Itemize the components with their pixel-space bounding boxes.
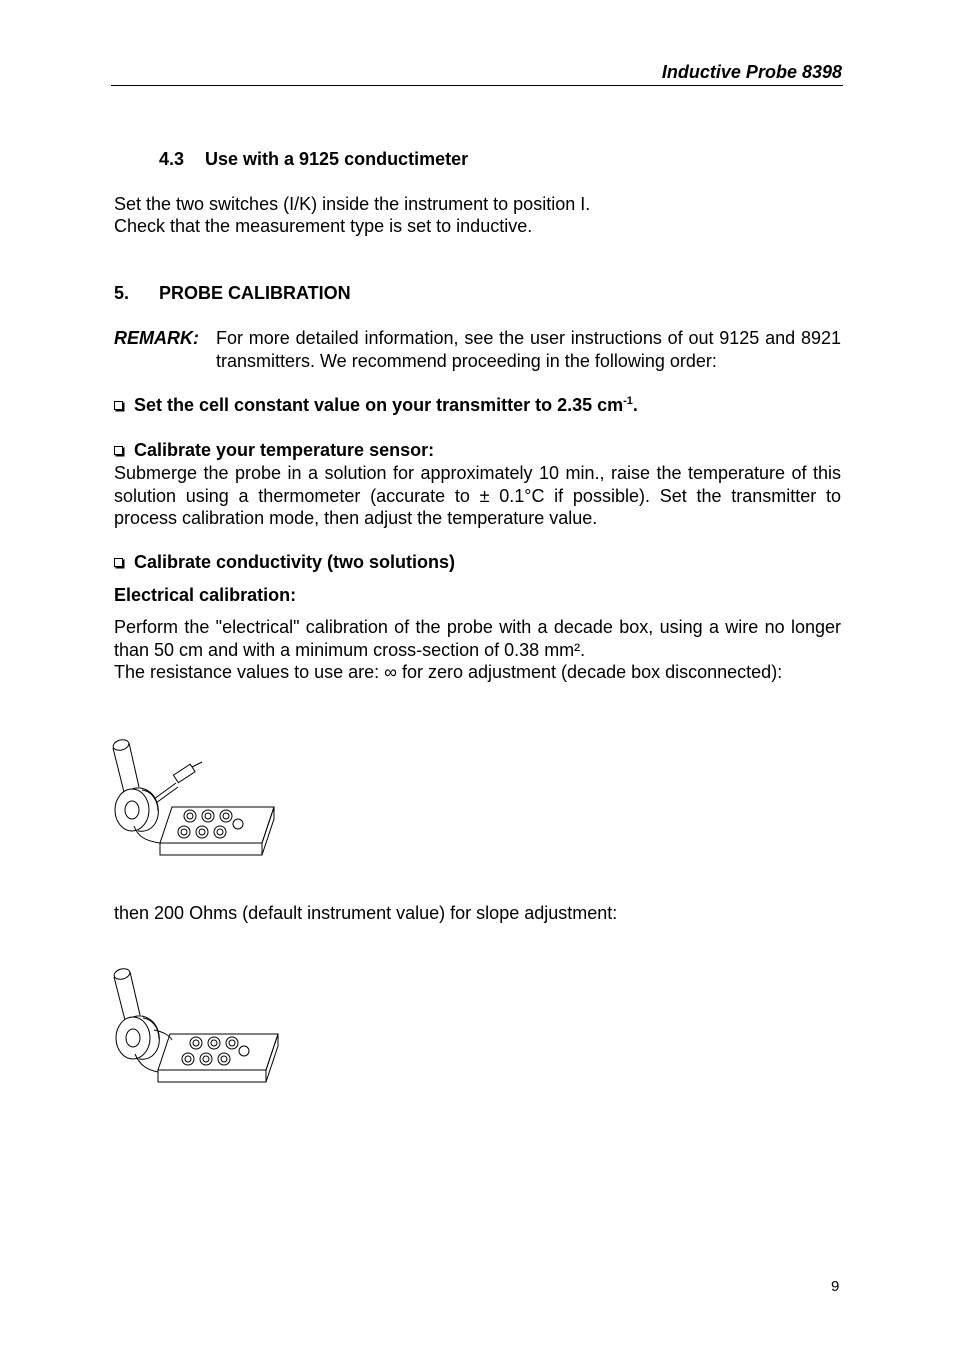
step-temperature bbox=[114, 439, 434, 462]
remark-text: For more detailed information, see the user instructions of out 9125 and 8921 transmitters. We recommend proceeding in the following order: bbox=[216, 328, 841, 371]
page-number: 9 bbox=[831, 1278, 840, 1295]
checkbox-bullet-icon bbox=[114, 446, 123, 455]
temperature-paragraph: Submerge the probe in a solution for approximately 10 min., raise the temperature of this solution using a thermometer (accurate to ± 0.1°C if possible). Set the transmitter to process calibration mode, then adjust the temperature value. bbox=[114, 463, 841, 528]
header-rule bbox=[111, 85, 843, 86]
period: . bbox=[632, 395, 638, 415]
checkbox-bullet-icon bbox=[114, 401, 123, 410]
step-temperature-title: Calibrate your temperature sensor: bbox=[134, 440, 435, 460]
slope-paragraph: then 200 Ohms (default instrument value) for slope adjustment: bbox=[114, 903, 618, 923]
electrical-paragraph: Perform the "electrical" calibration of the probe with a decade box, using a wire no longer than 50 cm and with a minimum cross-section of 0.38 mm². bbox=[114, 617, 841, 660]
electrical-calibration-title: Electrical calibration: bbox=[114, 585, 297, 605]
section-number: 5. bbox=[114, 283, 130, 303]
step-conductivity bbox=[114, 551, 455, 574]
section-4-3-heading bbox=[159, 148, 468, 171]
superscript: -1 bbox=[623, 395, 633, 407]
section-number: 4.3 bbox=[159, 149, 185, 169]
section-title: Use with a 9125 conductimeter bbox=[205, 149, 469, 169]
step-conductivity-title: Calibrate conductivity (two solutions) bbox=[134, 552, 456, 572]
probe-decade-box-figure-slope bbox=[108, 962, 283, 1087]
checkbox-bullet-icon bbox=[114, 558, 123, 567]
paragraph-switches: Set the two switches (I/K) inside the instrument to position I. bbox=[114, 194, 591, 214]
step-cell-constant bbox=[114, 394, 638, 417]
probe-decade-box-figure-zero bbox=[108, 735, 283, 860]
header-title: Inductive Probe 8398 bbox=[661, 62, 842, 82]
paragraph-measurement-type: Check that the measurement type is set to inductive. bbox=[114, 216, 533, 236]
step-cell-constant-text: Set the cell constant value on your transmitter to 2.35 cm bbox=[134, 395, 624, 415]
section-title: PROBE CALIBRATION bbox=[159, 283, 351, 303]
remark-label: REMARK: bbox=[114, 328, 199, 348]
section-5-heading bbox=[114, 282, 351, 305]
resistance-paragraph: The resistance values to use are: ∞ for zero adjustment (decade box disconnected): bbox=[114, 662, 783, 682]
